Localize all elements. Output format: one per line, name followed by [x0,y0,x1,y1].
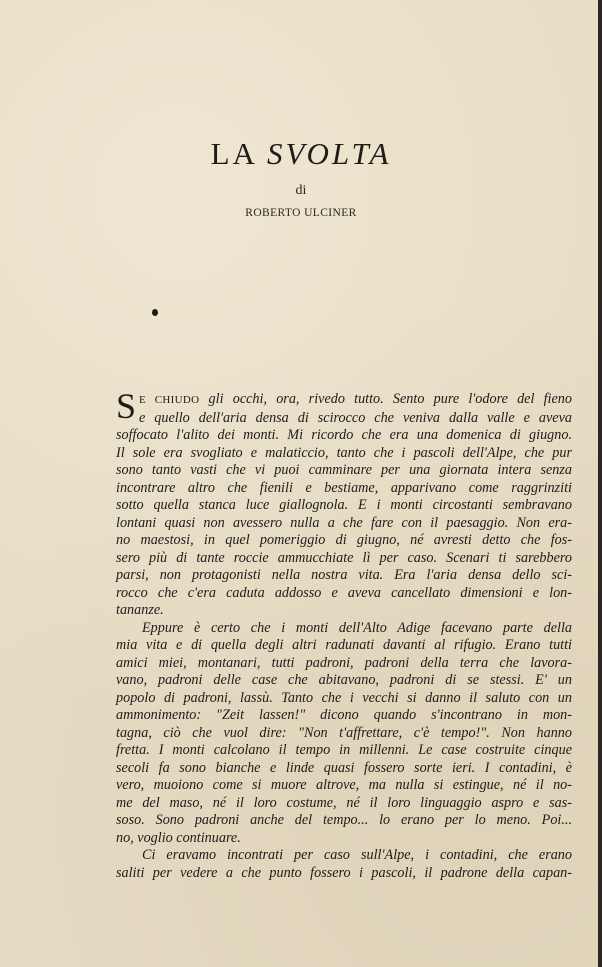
body-line: Ci eravamo incontrati per caso sull'Alpe, i contadini, che erano [142,847,572,863]
drop-cap: S [116,386,137,426]
body-line: soso. Sono padroni anche del tempo... lo erano per lo meno. Poi... [116,812,572,828]
title-upright: LA [210,136,267,171]
body-line: tananze. [116,602,164,618]
ink-dot [152,309,158,316]
body-line: vano, padroni delle case che abitavano, padroni di se stessi. E' un [116,672,572,688]
body-line: sono tanto vasti che vi puoi camminare per una giornata intera senza [116,462,572,478]
body-line: mia vita e di quella degli altri radunati davanti al rifugio. Erano tutti [116,637,572,653]
body-line: me del maso, né il loro costume, né il loro linguaggio aspro e sas- [116,794,572,811]
body-line: E CHIUDO gli occhi, ora, rivedo tutto. Sento pure l'odore del fieno [139,391,572,407]
body-line: tagna, ciò che vuol dire: "Non t'affrettare, c'è tempo!". Non hanno [116,724,572,741]
byline-di: di [295,183,307,198]
body-line: rocco che c'era caduta addosso e aveva cancellato dimensioni e lon- [116,584,572,601]
article-title [0,136,602,172]
body-line: no, voglio continuare. [116,829,241,846]
opening-smallcaps: E CHIUDO [139,394,200,406]
body-line: no maestosi, in quel pomeriggio di giugno, né avresti detto che fos- [116,532,572,548]
body-line: ammonimento: "Zeit lassen!" dicono quando s'incontrano in mon- [116,707,572,723]
body-line: secoli fa sono bianche e linde quasi fossero sorte ieri. I contadini, è [116,759,572,776]
body-line: sotto quella stanca luce giallognola. E i monti circostanti sembravano [116,497,572,513]
author-name: ROBERTO ULCINER [245,207,357,219]
body-line: popolo di padroni, lassù. Tanto che i vecchi si danno il saluto con un [116,689,572,706]
body-line: lontani quasi non avessero nulla a che fare con il paesaggio. Non era- [116,514,572,531]
body-line: vero, muoiono come si muore altrove, ma nulla si estingue, né il no- [116,777,572,793]
body-line: soffocato l'alito dei monti. Mi ricordo che era una domenica di giugno. [116,427,572,443]
body-line: Il sole era svogliato e malaticcio, tanto che i pascoli dell'Alpe, che pur [116,444,572,461]
body-line: sero più di tante roccie ammucchiate lì per caso. Scenari ti sarebbero [116,549,572,566]
body-line: incontrare altro che fienili e bestiame, apparivano come raggrinziti [116,479,572,496]
article-body [116,386,572,882]
body-line: saliti per vedere a che punto fossero i pascoli, il padrone della capan- [116,864,572,881]
body-line: amici miei, montanari, tutti padroni, padroni della terra che lavora- [116,654,572,671]
body-line: parsi, non protagonisti nella nostra vita. Era l'aria densa dello sci- [116,567,572,583]
body-line: fretta. I monti calcolano il tempo in millenni. Le case costruite cinque [116,742,572,758]
body-line: Eppure è certo che i monti dell'Alto Adige facevano parte della [142,619,572,636]
title-italic: SVOLTA [266,136,392,171]
body-line: e quello dell'aria densa di scirocco che veniva dalla valle e aveva [139,409,572,426]
